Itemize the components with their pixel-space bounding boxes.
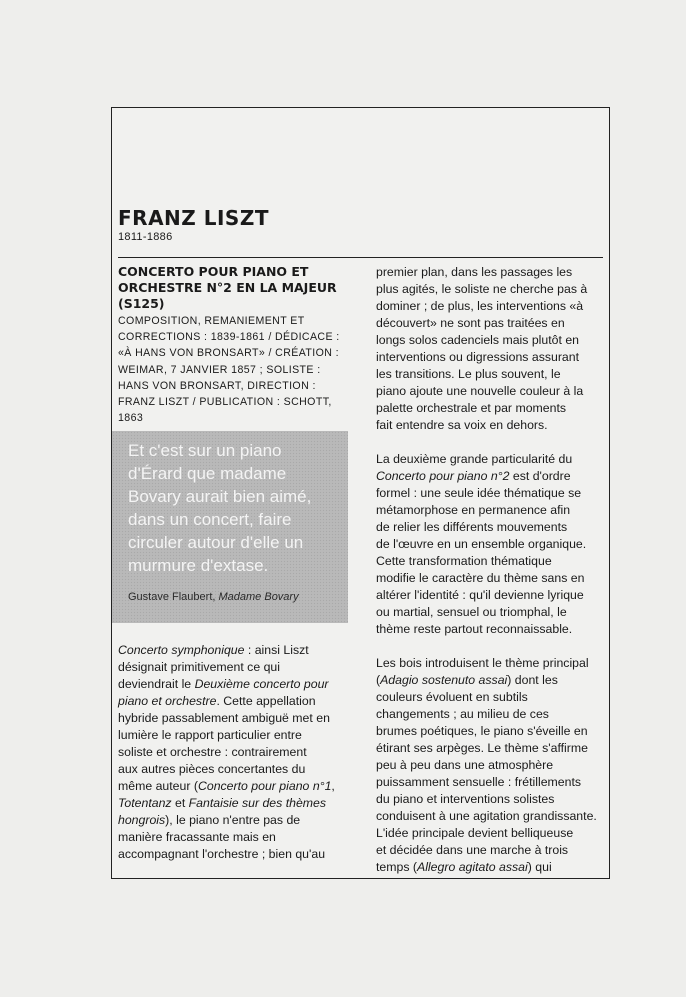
text-line: [376, 621, 606, 638]
work-meta-line: 1863: [118, 412, 144, 425]
left-body-text: [118, 642, 350, 863]
text-span: puissamment sensuelle : frétillements: [376, 775, 582, 789]
text-line: [118, 676, 350, 693]
text-span: Cette transformation thématique: [376, 554, 552, 568]
text-span: fait entendre sa voix en dehors.: [376, 418, 548, 432]
work-meta-line: COMPOSITION, REMANIEMENT ET: [118, 315, 305, 327]
work-metadata: [118, 313, 350, 426]
italic-text: Deuxième concerto pour: [194, 677, 329, 692]
text-span: premier plan, dans les passages les: [376, 265, 573, 279]
text-span: formel : une seule idée thématique se: [376, 486, 582, 500]
text-span: ou martial, sensuel ou triomphal, le: [376, 605, 567, 619]
text-span: : ainsi Liszt: [244, 643, 309, 658]
text-span: palette orchestrale et par moments: [376, 401, 567, 415]
text-line: [118, 778, 350, 795]
text-span: La deuxième grande particularité du: [376, 452, 573, 466]
text-span: changements ; au milieu de ces: [376, 707, 549, 721]
text-span: manière fracassante mais en: [118, 830, 276, 845]
quote-source: [128, 591, 338, 603]
text-span: interventions ou digressions assurant: [376, 350, 580, 364]
italic-text: hongrois: [118, 813, 166, 828]
text-line: [376, 706, 606, 723]
text-span: (: [376, 673, 381, 687]
text-span: et: [171, 796, 189, 811]
text-span: ) qui: [527, 860, 552, 874]
quote-text: [128, 439, 338, 577]
text-line: [118, 693, 350, 710]
text-span: peu à peu dans une atmosphère: [376, 758, 554, 772]
text-line: [376, 281, 606, 298]
composer-name: FRANZ LISZT: [118, 206, 269, 230]
text-span: longs solos cadenciels mais plutôt en: [376, 333, 580, 347]
work-title-line: (S125): [118, 296, 165, 311]
text-line: [376, 774, 606, 791]
text-line: [376, 570, 606, 587]
text-span: accompagnant l'orchestre ; bien qu'au: [118, 847, 326, 862]
text-span: altérer l'identité : qu'il devienne lyrique: [376, 588, 584, 602]
text-line: [376, 349, 606, 366]
body-paragraph: [376, 655, 606, 876]
text-line: [376, 842, 606, 859]
italic-text: Totentanz: [118, 796, 172, 811]
text-line: [376, 264, 606, 281]
text-line: [118, 744, 350, 761]
text-line: [118, 795, 350, 812]
composer-header: [118, 206, 269, 244]
quote-line: Bovary aurait bien aimé,: [128, 487, 312, 507]
italic-text: Fantaisie sur des thèmes: [188, 796, 327, 811]
text-line: [376, 553, 606, 570]
text-line: [376, 315, 606, 332]
text-line: [376, 519, 606, 536]
work-meta-line: CORRECTIONS : 1839-1861 / DÉDICACE :: [118, 331, 340, 344]
text-span: de l'œuvre en un ensemble organique.: [376, 537, 587, 551]
text-line: [376, 859, 606, 876]
text-span: temps (: [376, 860, 417, 874]
text-line: [376, 332, 606, 349]
text-span: deviendrait le: [118, 677, 195, 692]
text-line: [376, 485, 606, 502]
body-paragraph: [376, 451, 606, 638]
text-span: et décidée dans une marche à trois: [376, 843, 569, 857]
quote-line: d'Érard que madame: [128, 464, 287, 484]
quote-line: circuler autour d'elle un: [128, 533, 304, 553]
italic-text: Concerto pour piano n°1: [197, 779, 332, 794]
quote-line: murmure d'extase.: [128, 556, 269, 576]
text-span: brumes poétiques, le piano s'éveille en: [376, 724, 588, 738]
text-line: [118, 829, 350, 846]
text-span: soliste et orchestre : contrairement: [118, 745, 307, 760]
work-title-line: ORCHESTRE N°2 EN LA MAJEUR: [118, 280, 337, 295]
text-line: [376, 298, 606, 315]
text-line: [376, 689, 606, 706]
quote-line: Et c'est sur un piano: [128, 441, 282, 461]
text-span: couleurs évoluent en subtils: [376, 690, 528, 704]
work-meta-line: HANS VON BRONSART, DIRECTION :: [118, 379, 316, 392]
italic-text: Concerto pour piano n°2: [376, 469, 510, 483]
header-divider: [118, 257, 603, 258]
text-line: [376, 502, 606, 519]
text-span: conduisent à une agitation grandissante.: [376, 809, 597, 823]
quote-author: Gustave Flaubert,: [128, 591, 219, 604]
work-meta-line: «À HANS VON BRONSART» / CRÉATION :: [118, 347, 340, 360]
text-span: ), le piano n'entre pas de: [165, 813, 301, 828]
work-meta-line: FRANZ LISZT / PUBLICATION : SCHOTT,: [118, 396, 332, 409]
text-span: thème reste partout reconnaissable.: [376, 622, 573, 636]
text-span: ) dont les: [507, 673, 558, 687]
text-line: [376, 536, 606, 553]
text-span: désignait primitivement ce qui: [118, 660, 280, 675]
text-line: [118, 659, 350, 676]
text-span: de relier les différents mouvements: [376, 520, 568, 534]
text-line: [376, 791, 606, 808]
text-span: Les bois introduisent le thème principal: [376, 656, 589, 670]
right-column: [376, 264, 606, 876]
body-paragraph: [376, 264, 606, 434]
text-span: dominer ; de plus, les interventions «à: [376, 299, 584, 313]
text-span: du piano et interventions solistes: [376, 792, 555, 806]
text-line: [118, 846, 350, 863]
text-span: plus agités, le soliste ne cherche pas à: [376, 282, 588, 296]
text-line: [376, 672, 606, 689]
text-span: L'idée principale devient belliqueuse: [376, 826, 574, 840]
text-span: métamorphose en permanence afin: [376, 503, 571, 517]
text-span: même auteur (: [118, 779, 198, 794]
text-line: [376, 604, 606, 621]
text-line: [118, 812, 350, 829]
text-line: [376, 587, 606, 604]
italic-text: Allegro agitato assai: [417, 860, 528, 874]
program-note-frame: [111, 107, 610, 879]
text-line: [118, 710, 350, 727]
text-line: [376, 451, 606, 468]
text-span: les transitions. Le plus souvent, le: [376, 367, 561, 381]
italic-text: piano et orchestre: [118, 694, 217, 709]
quote-box: [112, 431, 348, 623]
text-line: [118, 642, 350, 659]
quote-work: Madame Bovary: [218, 591, 299, 604]
text-line: [376, 400, 606, 417]
text-span: est d'ordre: [509, 469, 571, 483]
work-title-line: CONCERTO POUR PIANO ET: [118, 264, 309, 279]
text-line: [376, 757, 606, 774]
text-line: [376, 366, 606, 383]
text-span: hybride passablement ambiguë met en: [118, 711, 330, 726]
text-line: [376, 417, 606, 434]
text-line: [376, 740, 606, 757]
text-span: . Cette appellation: [216, 694, 316, 709]
text-span: aux autres pièces concertantes du: [118, 762, 306, 777]
work-title: [118, 264, 350, 312]
text-line: [376, 655, 606, 672]
text-line: [376, 808, 606, 825]
italic-text: Concerto symphonique: [118, 643, 245, 658]
quote-line: dans un concert, faire: [128, 510, 292, 530]
text-span: étirant ses arpèges. Le thème s'affirme: [376, 741, 588, 755]
work-meta-line: WEIMAR, 7 JANVIER 1857 ; SOLISTE :: [118, 363, 321, 376]
text-span: découvert» ne sont pas traitées en: [376, 316, 565, 330]
text-span: piano ajoute une nouvelle couleur à la: [376, 384, 584, 398]
text-line: [118, 727, 350, 744]
text-span: lumière le rapport particulier entre: [118, 728, 302, 743]
text-line: [376, 383, 606, 400]
italic-text: Adagio sostenuto assai: [380, 673, 508, 687]
text-line: [376, 723, 606, 740]
composer-dates: 1811-1886: [118, 231, 173, 243]
text-span: ,: [331, 779, 335, 794]
text-line: [118, 761, 350, 778]
text-line: [376, 468, 606, 485]
text-line: [376, 825, 606, 842]
left-column: [118, 264, 350, 863]
text-span: modifie le caractère du thème sans en: [376, 571, 585, 585]
